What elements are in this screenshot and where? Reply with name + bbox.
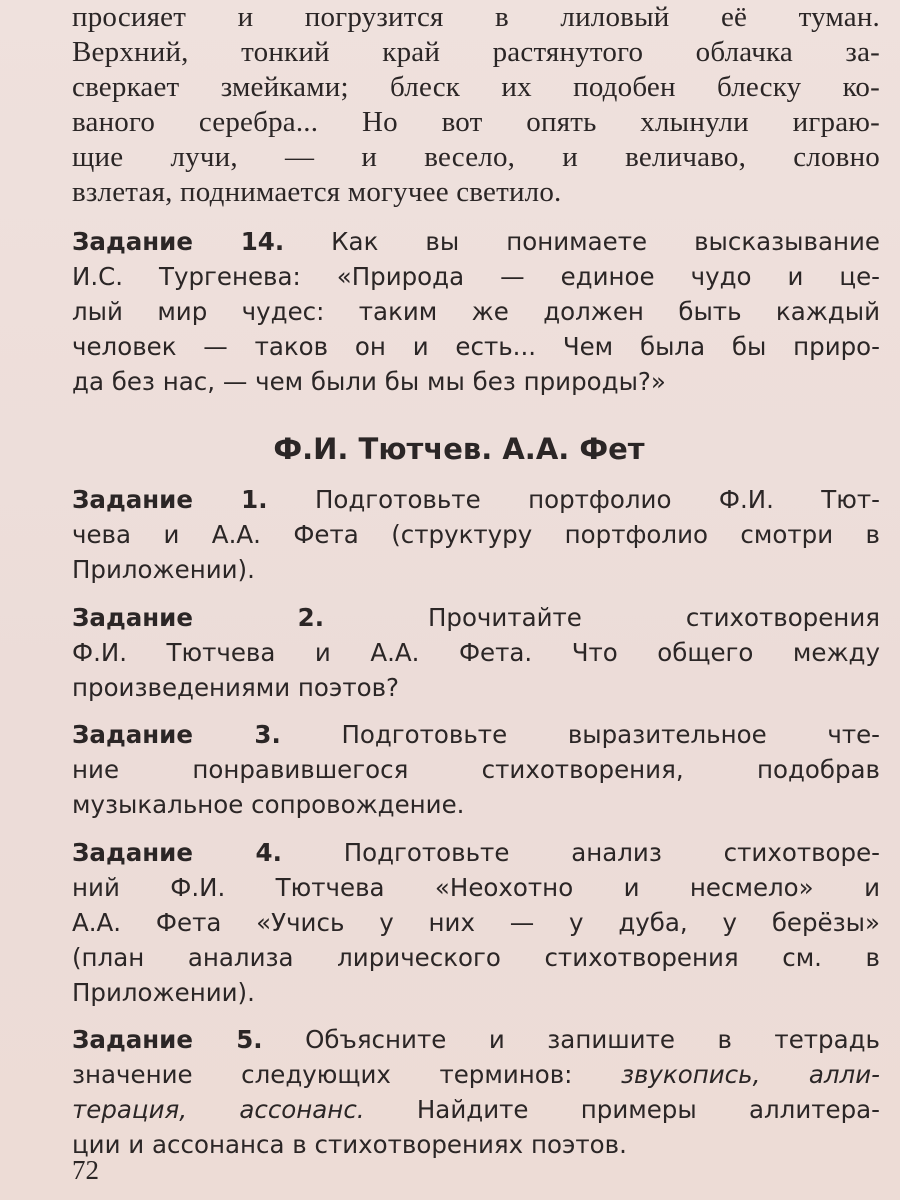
text-span: человек — таков он и есть... Чем была бы приро-	[72, 332, 880, 361]
text-span: ваного серебра... Но вот опять хлынули играю-	[72, 106, 880, 138]
text-line	[72, 517, 880, 552]
text-line	[72, 1022, 880, 1057]
intro-paragraph	[72, 0, 880, 210]
text-span: Как вы понимаете высказывание	[284, 227, 880, 256]
task-2	[72, 600, 880, 705]
text-line	[72, 364, 880, 399]
task-5	[72, 1022, 880, 1162]
section-heading: Ф.И. Тютчев. А.А. Фет	[273, 432, 645, 466]
text-line	[72, 670, 880, 705]
text-line	[72, 294, 880, 329]
text-line	[72, 482, 880, 517]
text-line	[72, 752, 880, 787]
text-line	[72, 870, 880, 905]
text-span: ции и ассонанса в стихотворениях поэтов.	[72, 1130, 627, 1159]
text-span: взлетая, поднимается могучее светило.	[72, 176, 562, 208]
task-label: Задание 4.	[72, 838, 282, 867]
text-span: сверкает змейками; блеск их подобен блеску ко-	[72, 71, 880, 103]
text-line	[72, 0, 880, 35]
text-line	[72, 329, 880, 364]
task-label: Задание 5.	[72, 1025, 263, 1054]
text-span: музыкальное сопровождение.	[72, 790, 465, 819]
text-line	[72, 105, 880, 140]
task-label: Задание 2.	[72, 603, 325, 632]
text-line	[72, 140, 880, 175]
task-1	[72, 482, 880, 587]
text-span: лый мир чудес: таким же должен быть каждый	[72, 297, 880, 326]
task-label: Задание 14.	[72, 227, 285, 256]
task-label: Задание 3.	[72, 720, 281, 749]
term-italic: терация, ассонанс.	[72, 1095, 365, 1124]
text-line	[72, 940, 880, 975]
text-line	[72, 975, 880, 1010]
task-label: Задание 1.	[72, 485, 268, 514]
text-line	[72, 35, 880, 70]
text-span: Подготовьте анализ стихотворе-	[281, 838, 880, 867]
text-line	[72, 1092, 880, 1127]
text-line	[72, 635, 880, 670]
text-span: да без нас, — чем были бы мы без природы?»	[72, 367, 666, 396]
text-span: (план анализа лирического стихотворения см. в	[72, 943, 880, 972]
text-span: А.А. Фета «Учись у них — у дуба, у берёзы»	[72, 908, 880, 937]
text-line	[72, 905, 880, 940]
text-span: Подготовьте портфолио Ф.И. Тют-	[267, 485, 880, 514]
text-line	[72, 1127, 880, 1162]
text-line	[72, 259, 880, 294]
text-span: чева и А.А. Фета (структуру портфолио смотри в	[72, 520, 880, 549]
text-span: Приложении).	[72, 978, 255, 1007]
text-line	[72, 787, 880, 822]
text-line	[72, 1057, 880, 1092]
task-3	[72, 717, 880, 822]
text-span: И.С. Тургенева: «Природа — единое чудо и це-	[72, 262, 880, 291]
text-line	[72, 70, 880, 105]
text-span: Подготовьте выразительное чте-	[280, 720, 881, 749]
text-line	[72, 552, 880, 587]
text-span: Верхний, тонкий край растянутого облачка за-	[72, 36, 880, 68]
text-line	[72, 224, 880, 259]
text-span: Приложении).	[72, 555, 255, 584]
text-span: щие лучи, — и весело, и величаво, словно	[72, 141, 880, 173]
text-line	[72, 600, 880, 635]
page-number: 72	[72, 1155, 99, 1185]
text-span: Ф.И. Тютчева и А.А. Фета. Что общего между	[72, 638, 880, 667]
text-span: значение следующих терминов:	[72, 1060, 621, 1089]
text-span: Найдите примеры аллитера-	[364, 1095, 880, 1124]
text-span: ние понравившегося стихотворения, подобрав	[72, 755, 880, 784]
term-italic: звукопись, алли-	[620, 1060, 880, 1089]
task-14	[72, 224, 880, 399]
task-4	[72, 835, 880, 1010]
text-span: ний Ф.И. Тютчева «Неохотно и несмело» и	[72, 873, 880, 902]
text-span: Прочитайте стихотворения	[324, 603, 880, 632]
text-span: просияет и погрузится в лиловый её туман.	[72, 1, 880, 33]
text-line	[72, 717, 880, 752]
text-line	[72, 175, 880, 210]
text-line	[72, 835, 880, 870]
text-span: Объясните и запишите в тетрадь	[262, 1025, 880, 1054]
text-span: произведениями поэтов?	[72, 673, 400, 702]
